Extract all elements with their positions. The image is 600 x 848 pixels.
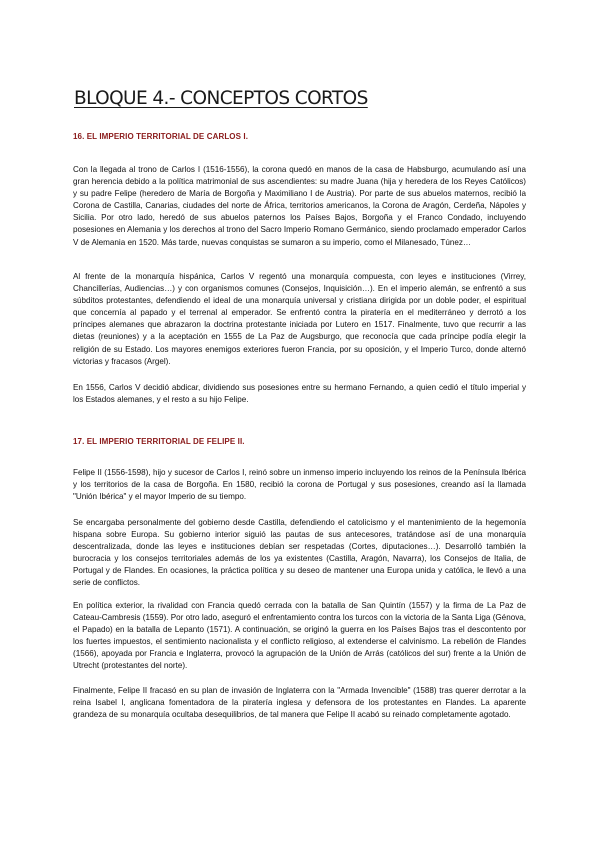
page-title: BLOQUE 4.- CONCEPTOS CORTOS <box>74 88 368 109</box>
section-heading-carlos-i: 16. EL IMPERIO TERRITORIAL DE CARLOS I. <box>73 132 249 141</box>
paragraph: Felipe II (1556-1598), hijo y sucesor de Carlos I, reinó sobre un inmenso imperio incluyendo los reinos de la Península Ibérica y los territorios de la casa de Borgoña. En 1580, recibió la corona de Portugal y sus posesiones, creando así la llamada "Unión Ibérica" y el mayor Imperio de su tiempo. <box>73 468 526 502</box>
paragraph: En 1556, Carlos V decidió abdicar, dividiendo sus posesiones entre su hermano Fernando, a quien cedió el título imperial y los Estados alemanes, y el resto a su hijo Felipe. <box>73 383 526 405</box>
section-heading-felipe-ii: 17. EL IMPERIO TERRITORIAL DE FELIPE II. <box>73 437 245 446</box>
paragraph: Finalmente, Felipe II fracasó en su plan de invasión de Inglaterra con la "Armada Invencible" (1588) tras querer derrotar a la reina Isabel I, anglicana fomentadora de la piratería inglesa y defensora de los protestantes en Flandes. La aparente grandeza de su monarquía ocultaba desequilibrios, de tal manera que Felipe II acabó su reinado completamente agotado. <box>73 686 526 720</box>
paragraph: Con la llegada al trono de Carlos I (1516-1556), la corona quedó en manos de la casa de Habsburgo, acumulando así una gran herencia debido a la política matrimonial de sus ascendientes: su madre Juana (hija y heredera de los Reyes Católicos) y su padre Felipe (heredero de María de Borgoña y Maximiliano I de Austria). Por parte de sus abuelos maternos, recibió la Corona de Castilla, Canarias, ciudades del norte de África, territorios americanos, la Corona de Aragón, Cerdeña, Nápoles y Sicilia. Por otro lado, heredó de sus abuelos paternos los Países Bajos, Borgoña y el Franco Condado, incluyendo posesiones en Alemania y los derechos al trono del Sacro Imperio Romano Germánico, siendo proclamado emperador Carlos V de Alemania en 1520. Más tarde, nuevas conquistas se sumaron a su imperio, como el Milanesado, Túnez… <box>73 165 526 247</box>
paragraph: Se encargaba personalmente del gobierno desde Castilla, defendiendo el catolicismo y el mantenimiento de la hegemonía hispana sobre Europa. Su gobierno interior siguió las pautas de sus antecesores, tratándose así de una monarquía descentralizada, donde las leyes e instituciones debían ser respetadas (Cortes, diputaciones…). Desarrolló también la burocracia y los consejos territoriales además de los ya existentes (Castilla, Aragón, Navarra), los Consejos de Italia, de Portugal y de Flandes. En ocasiones, la práctica política y su deseo de mantener una Europa unida y católica, le llevó a una serie de conflictos. <box>73 518 526 588</box>
paragraph: Al frente de la monarquía hispánica, Carlos V regentó una monarquía compuesta, con leyes e instituciones (Virrey, Chancillerías, Audiencias…) y con organismos comunes (Consejos, Inquisición…). En el imperio alemán, se enfrentó a sus súbditos protestantes, defendiendo el ideal de una monarquía universal y cristiana dirigida por un doble poder, el espiritual que concernía al papado y el terrenal al emperador. Se enfrentó contra la piratería en el mediterráneo y derrotó a los príncipes alemanes que abrazaron la doctrina protestante iniciada por Lutero en 1517. Finalmente, tuvo que recurrir a las dietas (reuniones) y a la aceptación en 1555 de La Paz de Augsburgo, que reconocía que cada príncipe podía elegir la religión de su Estado. Los mayores enemigos exteriores fueron Francia, por su oposición, y el Imperio Turco, donde alternó victorias y fracasos (Argel). <box>73 272 526 366</box>
paragraph: En política exterior, la rivalidad con Francia quedó cerrada con la batalla de San Quintín (1557) y la firma de La Paz de Cateau-Cambresis (1559). Por otro lado, aseguró el enfrentamiento contra los turcos con la victoria de la Santa Liga (Génova, el Papado) en la batalla de Lepanto (1571). A continuación, se originó la guerra en los Países Bajos tras el descontento por los fuertes impuestos, el sentimiento nacionalista y el conflicto religioso, al extenderse el calvinismo. La rebelión de Flandes (1566), apoyada por Francia e Inglaterra, provocó la agrupación de la Unión de Arrás (católicos del sur) frente a la Unión de Utrecht (protestantes del norte). <box>73 601 526 671</box>
